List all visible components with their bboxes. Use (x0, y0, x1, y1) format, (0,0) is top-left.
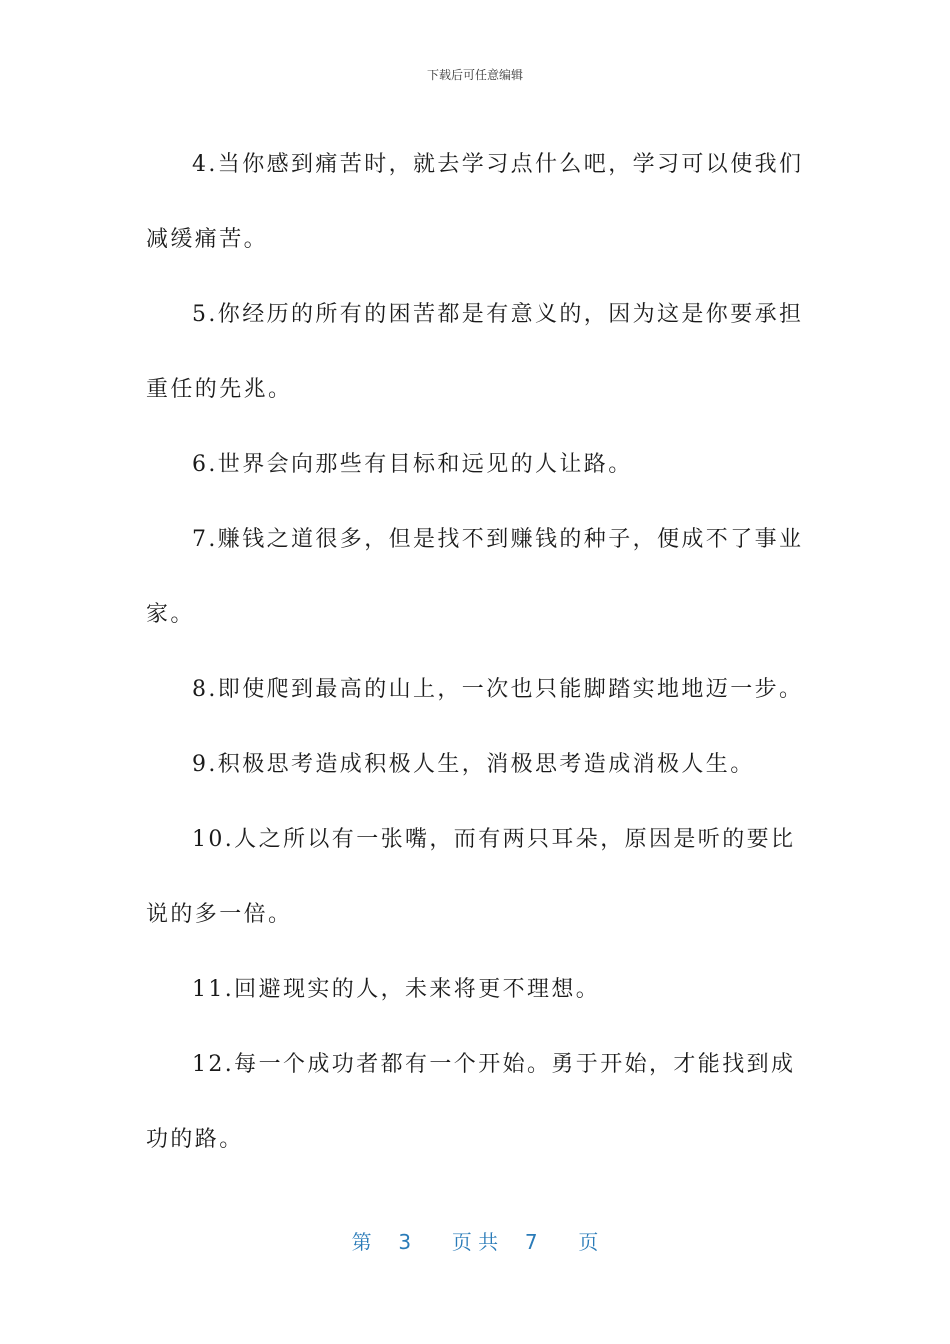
paragraph-4: 4.当你感到痛苦时，就去学习点什么吧，学习可以使我们减缓痛苦。 (146, 152, 804, 252)
footer-suffix: 页 (578, 1230, 599, 1254)
paragraph-11: 11.回避现实的人，未来将更不理想。 (192, 977, 601, 1002)
paragraph-12: 12.每一个成功者都有一个开始。勇于开始，才能找到成功的路。 (146, 1052, 796, 1152)
paragraph-8: 8.即使爬到最高的山上，一次也只能脚踏实地地迈一步。 (192, 677, 804, 702)
paragraph-6: 6.世界会向那些有目标和远见的人让路。 (192, 452, 633, 477)
document-body (146, 127, 806, 1177)
paragraph-10: 10.人之所以有一张嘴，而有两只耳朵，原因是听的要比说的多一倍。 (146, 827, 796, 927)
page-number-footer (0, 1226, 950, 1255)
footer-total-pages: 7 (524, 1230, 538, 1254)
footer-prefix: 第 (351, 1230, 372, 1254)
paragraph-5: 5.你经历的所有的困苦都是有意义的，因为这是你要承担重任的先兆。 (146, 302, 804, 402)
paragraph-9: 9.积极思考造成积极人生，消极思考造成消极人生。 (192, 752, 755, 777)
footer-current-page: 3 (398, 1230, 412, 1254)
paragraph-7: 7.赚钱之道很多，但是找不到赚钱的种子，便成不了事业家。 (146, 527, 804, 627)
page-header-note: 下载后可任意编辑 (426, 68, 523, 82)
footer-middle: 页 共 (451, 1230, 499, 1254)
